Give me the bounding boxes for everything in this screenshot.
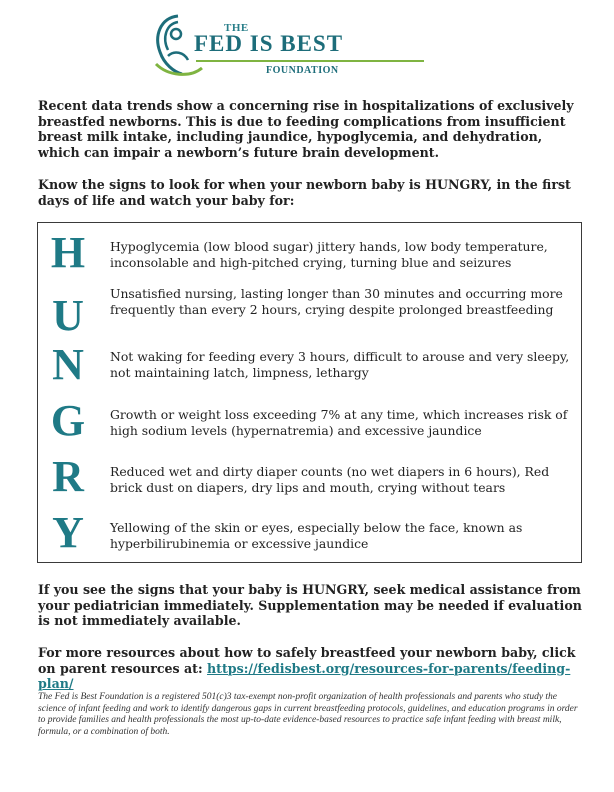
fed-is-best-logo	[148, 12, 488, 80]
feeding-plan-link[interactable]: https://fedisbest.org/resources-for-parents/feeding-plan/	[38, 660, 571, 691]
lead-paragraph: Know the signs to look for when your newborn baby is HUNGRY, in the first days of life and watch your baby for:	[38, 177, 571, 208]
footer-disclaimer: The Fed is Best Foundation is a registered 501(c)3 tax-exempt non-profit organization of health professionals and parents who study the science of infant feeding and work to identify dangerous gaps in current breastfeeding protocols, guidelines, and education programs in order to provide families and health professionals the most up-to-date evidence-based resources to practice safe infant feeding with breast milk, formula, or a combination of both.	[38, 692, 578, 737]
sign-text: Reduced wet and dirty diaper counts (no wet diapers in 6 hours), Red brick dust on diapers, dry lips and mouth, crying without tears	[110, 464, 550, 495]
sign-letter: G	[50, 396, 86, 445]
resources-text: For more resources about how to safely breastfeed your newborn baby, click on parent resources at:	[38, 645, 576, 676]
advice-paragraph: If you see the signs that your baby is HUNGRY, seek medical assistance from your pediatrician immediately. Supplementation may be needed if evaluation is not immediately available.	[38, 582, 582, 628]
logo-the: THE	[224, 22, 249, 34]
intro-paragraph: Recent data trends show a concerning rise in hospitalizations of exclusively breastfed newborns. This is due to feeding complications from insufficient breast milk intake, including jaundice, hypoglycemia, and dehydration, which can impair a newborn’s future brain development.	[38, 98, 574, 160]
sign-letter: U	[52, 291, 84, 340]
sign-text: Growth or weight loss exceeding 7% at any time, which increases risk of high sodium levels (hypernatremia) and excessive jaundice	[110, 407, 568, 438]
sign-letter: H	[50, 228, 86, 277]
sign-letter: Y	[52, 508, 84, 557]
logo-foundation: FOUNDATION	[266, 65, 339, 76]
sign-text: Not waking for feeding every 3 hours, difficult to arouse and very sleepy, not maintaining latch, limpness, lethargy	[110, 349, 570, 380]
sign-text: Yellowing of the skin or eyes, especially below the face, known as hyperbilirubinemia or excessive jaundice	[110, 520, 523, 551]
sign-letter: N	[52, 340, 84, 389]
logo-rule	[196, 60, 424, 62]
sign-letter: R	[52, 452, 84, 501]
logo-name: FED IS BEST	[194, 31, 344, 56]
sign-text: Unsatisfied nursing, lasting longer than 30 minutes and occurring more frequently than every 2 hours, crying despite prolonged breastfeeding	[110, 286, 563, 317]
resources-paragraph	[38, 645, 583, 692]
sign-text: Hypoglycemia (low blood sugar) jittery hands, low body temperature, inconsolable and high-pitched crying, turning blue and seizures	[110, 239, 548, 270]
hungry-signs-box	[37, 222, 582, 563]
